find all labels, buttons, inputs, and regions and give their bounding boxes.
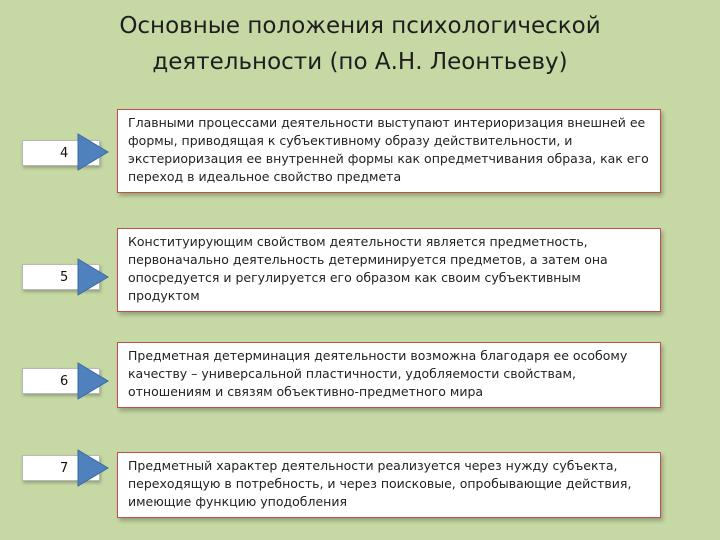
right-arrow-icon [76,257,110,297]
item-text-box: Главными процессами деятельности выступают интериоризация внешней ее формы, приводящая к субъективному образу действительности, и экстериоризация ее внутренней формы как опредметчивания образа, как его переход в идеальное свойство предмета [117,109,661,193]
item-number: 4 [22,140,100,166]
item-number: 6 [22,368,100,394]
right-arrow-icon [76,448,110,488]
item-number: 5 [22,264,100,290]
item-text-box: Предметный характер деятельности реализуется через нужду субъекта, переходящую в потребность, и через поисковые, опробывающие действия, имеющие функцию уподобления [117,452,661,518]
item-text-box: Конституирующим свойством деятельности является предметность, первоначально деятельность детерминируется предметов, а затем она опосредуется и регулируется его образом как своим субъективным продуктом [117,228,661,312]
item-number: 7 [22,455,100,481]
page-title: Основные положения психологической деятельности (по А.Н. Леонтьеву) [119,13,601,75]
right-arrow-icon [76,132,110,172]
right-arrow-icon [76,361,110,401]
item-text-box: Предметная детерминация деятельности возможна благодаря ее особому качеству – универсальной пластичности, удобляемости свойствам, отношениям и связям объективно-предметного мира [117,342,661,408]
